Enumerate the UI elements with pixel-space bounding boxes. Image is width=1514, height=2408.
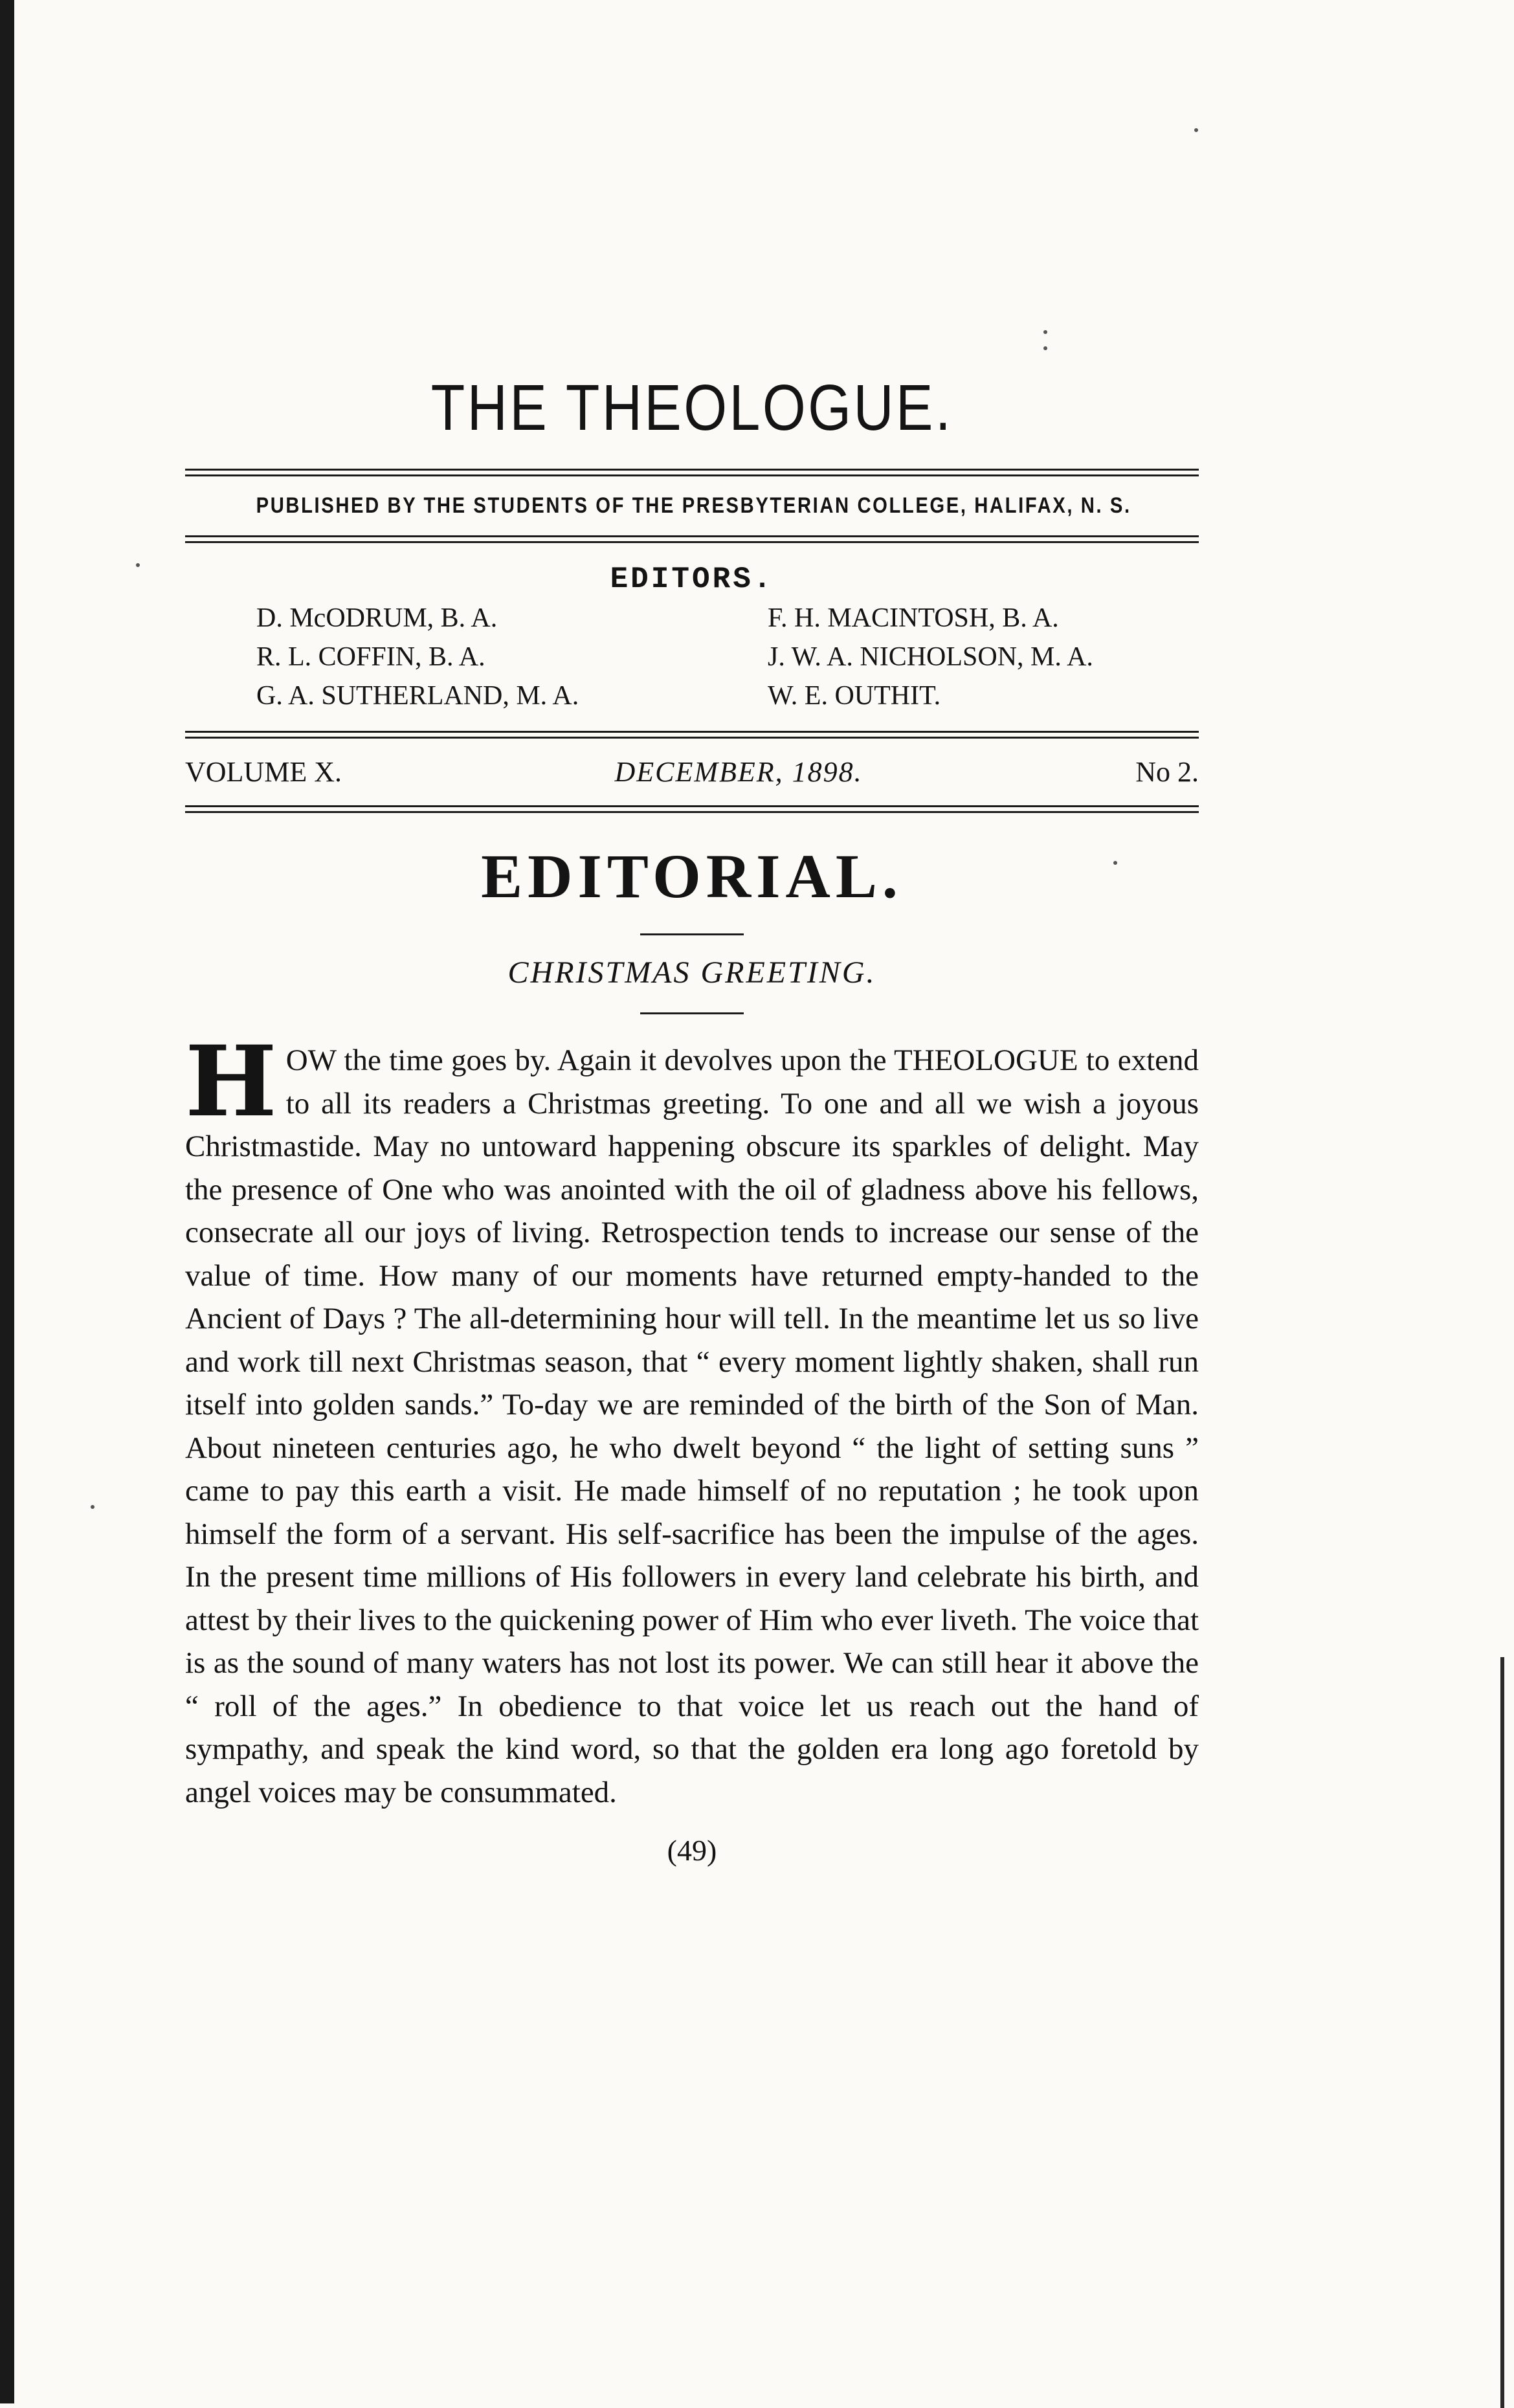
editors-rule xyxy=(185,731,1199,739)
page-content xyxy=(185,350,1199,1867)
issue-number: No 2. xyxy=(1135,756,1199,788)
issue-rule xyxy=(185,805,1199,813)
scan-speck xyxy=(91,1505,95,1509)
scan-edge-right xyxy=(1500,1657,1504,2408)
page-number: (49) xyxy=(667,1834,717,1867)
editor-name: J. W. A. NICHOLSON, M. A. xyxy=(768,642,1093,672)
editors-heading: EDITORS. xyxy=(610,563,774,596)
issue-date: DECEMBER, 1898. xyxy=(614,756,863,788)
editor-name: D. McODRUM, B. A. xyxy=(256,603,498,633)
publisher-line: PUBLISHED BY THE STUDENTS OF THE PRESBYTERIAN COLLEGE, HALIFAX, N. S. xyxy=(256,493,1131,518)
editors-list xyxy=(256,599,1199,715)
article-body xyxy=(185,1025,1199,1814)
section-rule xyxy=(640,933,744,935)
section-title: EDITORIAL. xyxy=(481,842,903,911)
editor-name: R. L. COFFIN, B. A. xyxy=(256,642,485,672)
scan-speck xyxy=(136,563,140,567)
scan-speck xyxy=(1043,330,1047,334)
editor-name: W. E. OUTHIT. xyxy=(768,681,941,711)
masthead-rule xyxy=(185,469,1199,476)
drop-cap: H xyxy=(185,1025,277,1139)
scan-speck xyxy=(1194,128,1198,132)
article-text: OW the time goes by. Again it devolves upon the THEOLOGUE to extend to all its readers a Christmas greeting. To one and all we wish a joyous Christmastide. May no untoward happening obscure its sparkles of delight. May the presence of One who was anointed with the oil of gladness above his fellows, consecrate all our joys of living. Retrospection tends to increase our sense of the value of time. How many of our moments have returned empty-handed to the Ancient of Days ? The all-determining hour will tell. In the meantime let us so live and work till next Christmas season, that “ every moment lightly shaken, shall run itself into golden sands.” To-day we are reminded of the birth of the Son of Man. About nineteen centuries ago, he who dwelt beyond “ the light of setting suns ” came to pay this earth a visit. He made himself of no reputation ; he took upon himself the form of a servant. His self-sacrifice has been the impulse of the ages. In the present time millions of His followers in every land celebrate his birth, and attest by their lives to the quickening power of Him who ever liveth. The voice that is as the sound of many waters has not lost its power. We can still hear it above the “ roll of the ages.” In obedience to that voice let us reach out the hand of sympathy, and speak the kind word, so that the golden era long ago foretold by angel voices may be consummated. xyxy=(185,1043,1199,1809)
editor-name: G. A. SUTHERLAND, M. A. xyxy=(256,681,579,711)
article-rule xyxy=(640,1012,744,1014)
scan-edge-left xyxy=(0,0,14,2403)
editor-name: F. H. MACINTOSH, B. A. xyxy=(768,603,1059,633)
masthead-title: THE THEOLOGUE. xyxy=(430,372,953,444)
volume-number: VOLUME X. xyxy=(185,756,342,788)
issue-line xyxy=(185,755,1199,788)
article-title: CHRISTMAS GREETING. xyxy=(507,955,876,990)
publisher-rule xyxy=(185,535,1199,543)
